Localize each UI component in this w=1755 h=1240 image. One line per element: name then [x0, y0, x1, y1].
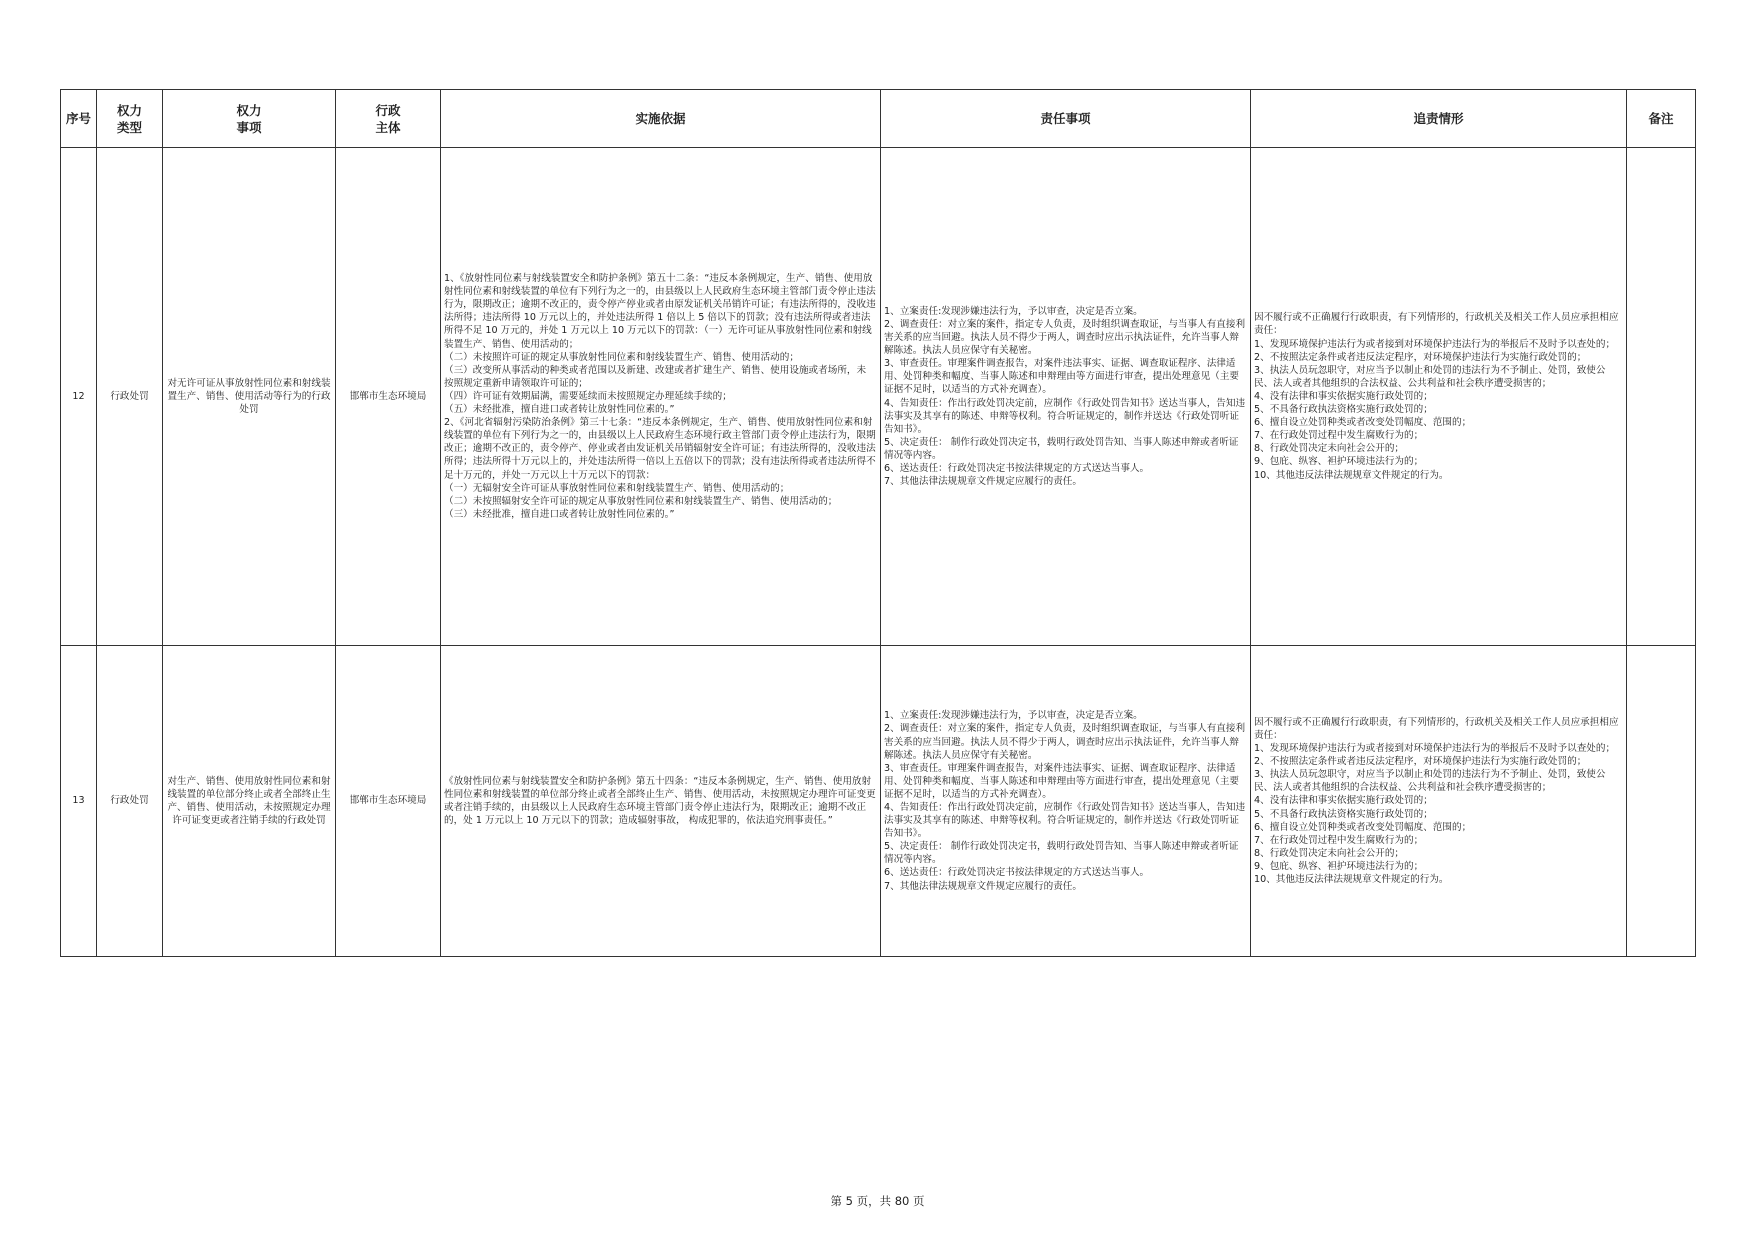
cell-subject: 邯郸市生态环境局: [336, 646, 441, 957]
cell-accountability: 因不履行或不正确履行行政职责，有下列情形的，行政机关及相关工作人员应承担相应责任： 1、发现环境保护违法行为或者接到对环境保护违法行为的举报后不及时予以查处的； 2、不按照法定条件或者违反法定程序，对环境保护违法行为实施行政处罚的； 3、执法人员玩忽职守，对应当予以制止和处罚的违法行为不予制止、处罚，致使公民、法人或者其他组织的合法权益、公共利益和社会秩序遭受损害的； 4、没有法律和事实依据实施行政处罚的； 5、不具备行政执法资格实施行政处罚的； 6、擅自设立处罚种类或者改变处罚幅度、范围的； 7、在行政处罚过程中发生腐败行为的； 8、行政处罚决定未向社会公开的； 9、包庇、纵容、袒护环境违法行为的； 10、其他违反法律法规规章文件规定的行为。: [1251, 148, 1627, 646]
cell-seq: 12: [61, 148, 97, 646]
cell-accountability: 因不履行或不正确履行行政职责，有下列情形的，行政机关及相关工作人员应承担相应责任： 1、发现环境保护违法行为或者接到对环境保护违法行为的举报后不及时予以查处的； 2、不按照法定条件或者违反法定程序，对环境保护违法行为实施行政处罚的； 3、执法人员玩忽职守，对应当予以制止和处罚的违法行为不予制止、处罚，致使公民、法人或者其他组织的合法权益、公共利益和社会秩序遭受损害的； 4、没有法律和事实依据实施行政处罚的； 5、不具备行政执法资格实施行政处罚的； 6、擅自设立处罚种类或者改变处罚幅度、范围的； 7、在行政处罚过程中发生腐败行为的； 8、行政处罚决定未向社会公开的； 9、包庇、纵容、袒护环境违法行为的； 10、其他违反法律法规规章文件规定的行为。: [1251, 646, 1627, 957]
table-row: [61, 646, 1696, 957]
header-item: 权力 事项: [163, 90, 336, 148]
cell-basis: 1、《放射性同位素与射线装置安全和防护条例》第五十二条：“违反本条例规定，生产、销售、使用放射性同位素和射线装置的单位有下列行为之一的，由县级以上人民政府生态环境主管部门责令停止违法行为，限期改正；逾期不改正的，责令停产停业或者由原发证机关吊销许可证；有违法所得的，没收违法所得；违法所得 10 万元以上的，并处违法所得 1 倍以上 5 倍以下的罚款；没有违法所得或者违法所得不足 10 万元的，并处 1 万元以上 10 万元以下的罚款：（一）无许可证从事放射性同位素和射线装置生产、销售、使用活动的； （二）未按照许可证的规定从事放射性同位素和射线装置生产、销售、使用活动的； （三）改变所从事活动的种类或者范围以及新建、改建或者扩建生产、销售、使用设施或者场所，未 按照规定重新申请领取许可证的； （四）许可证有效期届满，需要延续而未按照规定办理延续手续的； （五）未经批准，擅自进口或者转让放射性同位素的。” 2、《河北省辐射污染防治条例》第三十七条：“违反本条例规定，生产、销售、使用放射性同位素和射线装置的单位有下列行为之一的，由县级以上人民政府生态环境行政主管部门责令停止违法行为，限期改正；逾期不改正的，责令停产、停业或者由发证机关吊销辐射安全许可证；有违法所得的，没收违法所得；违法所得十万元以上的，并处违法所得一倍以上五倍以下的罚款；没有违法所得或者违法所得不足十万元的，并处一万元以上十万元以下的罚款： （一）无辐射安全许可证从事放射性同位素和射线装置生产、销售、使用活动的； （二）未按照辐射安全许可证的规定从事放射性同位素和射线装置生产、销售、使用活动的； （三）未经批准，擅自进口或者转让放射性同位素的。”: [441, 148, 881, 646]
header-basis: 实施依据: [441, 90, 881, 148]
cell-duty: 1、立案责任:发现涉嫌违法行为，予以审查，决定是否立案。 2、调查责任：对立案的案件，指定专人负责，及时组织调查取证，与当事人有直接利害关系的应当回避。执法人员不得少于两人，调查时应出示执法证件，允许当事人辩解陈述。执法人员应保守有关秘密。 3、审查责任。审理案件调查报告，对案件违法事实、证据、调查取证程序、法律适用、处罚种类和幅度、当事人陈述和申辩理由等方面进行审查，提出处理意见（主要证据不足时，以适当的方式补充调查）。 4、告知责任：作出行政处罚决定前，应制作《行政处罚告知书》送达当事人，告知违法事实及其享有的陈述、申辩等权利。符合听证规定的，制作并送达《行政处罚听证告知书》。 5、决定责任： 制作行政处罚决定书，载明行政处罚告知、当事人陈述申辩或者听证情况等内容。 6、送达责任：行政处罚决定书按法律规定的方式送达当事人。 7、其他法律法规规章文件规定应履行的责任。: [881, 148, 1251, 646]
cell-subject: 邯郸市生态环境局: [336, 148, 441, 646]
header-accountability: 追责情形: [1251, 90, 1627, 148]
cell-item: 对无许可证从事放射性同位素和射线装置生产、销售、使用活动等行为的行政处罚: [163, 148, 336, 646]
cell-seq: 13: [61, 646, 97, 957]
header-seq: 序号: [61, 90, 97, 148]
cell-item: 对生产、销售、使用放射性同位素和射线装置的单位部分终止或者全部终止生产、销售、使用活动，未按照规定办理许可证变更或者注销手续的行政处罚: [163, 646, 336, 957]
cell-remark: [1627, 646, 1696, 957]
responsibility-table: [60, 89, 1696, 957]
table-row: [61, 148, 1696, 646]
cell-basis: 《放射性同位素与射线装置安全和防护条例》第五十四条：“违反本条例规定，生产、销售、使用放射性同位素和射线装置的单位部分终止或者全部终止生产、销售、使用活动，未按照规定办理许可证变更或者注销手续的，由县级以上人民政府生态环境主管部门责令停止违法行为，限期改正；逾期不改正的，处 1 万元以上 10 万元以下的罚款；造成辐射事故， 构成犯罪的，依法追究刑事责任。”: [441, 646, 881, 957]
header-remark: 备注: [1627, 90, 1696, 148]
cell-type: 行政处罚: [97, 646, 163, 957]
page-footer: [0, 1193, 1755, 1209]
cell-duty: 1、立案责任:发现涉嫌违法行为，予以审查，决定是否立案。 2、调查责任：对立案的案件，指定专人负责，及时组织调查取证，与当事人有直接利害关系的应当回避。执法人员不得少于两人，调查时应出示执法证件，允许当事人辩解陈述。执法人员应保守有关秘密。 3、审查责任。审理案件调查报告，对案件违法事实、证据、调查取证程序、法律适用、处罚种类和幅度、当事人陈述和申辩理由等方面进行审查，提出处理意见（主要证据不足时，以适当的方式补充调查）。 4、告知责任：作出行政处罚决定前，应制作《行政处罚告知书》送达当事人，告知违法事实及其享有的陈述、申辩等权利。符合听证规定的，制作并送达《行政处罚听证告知书》。 5、决定责任： 制作行政处罚决定书，载明行政处罚告知、当事人陈述申辩或者听证情况等内容。 6、送达责任：行政处罚决定书按法律规定的方式送达当事人。 7、其他法律法规规章文件规定应履行的责任。: [881, 646, 1251, 957]
header-type: 权力 类型: [97, 90, 163, 148]
cell-type: 行政处罚: [97, 148, 163, 646]
page-number: 第 5 页，共 80 页: [830, 1194, 925, 1208]
cell-remark: [1627, 148, 1696, 646]
header-duty: 责任事项: [881, 90, 1251, 148]
table-header-row: [61, 90, 1696, 148]
header-subject: 行政 主体: [336, 90, 441, 148]
